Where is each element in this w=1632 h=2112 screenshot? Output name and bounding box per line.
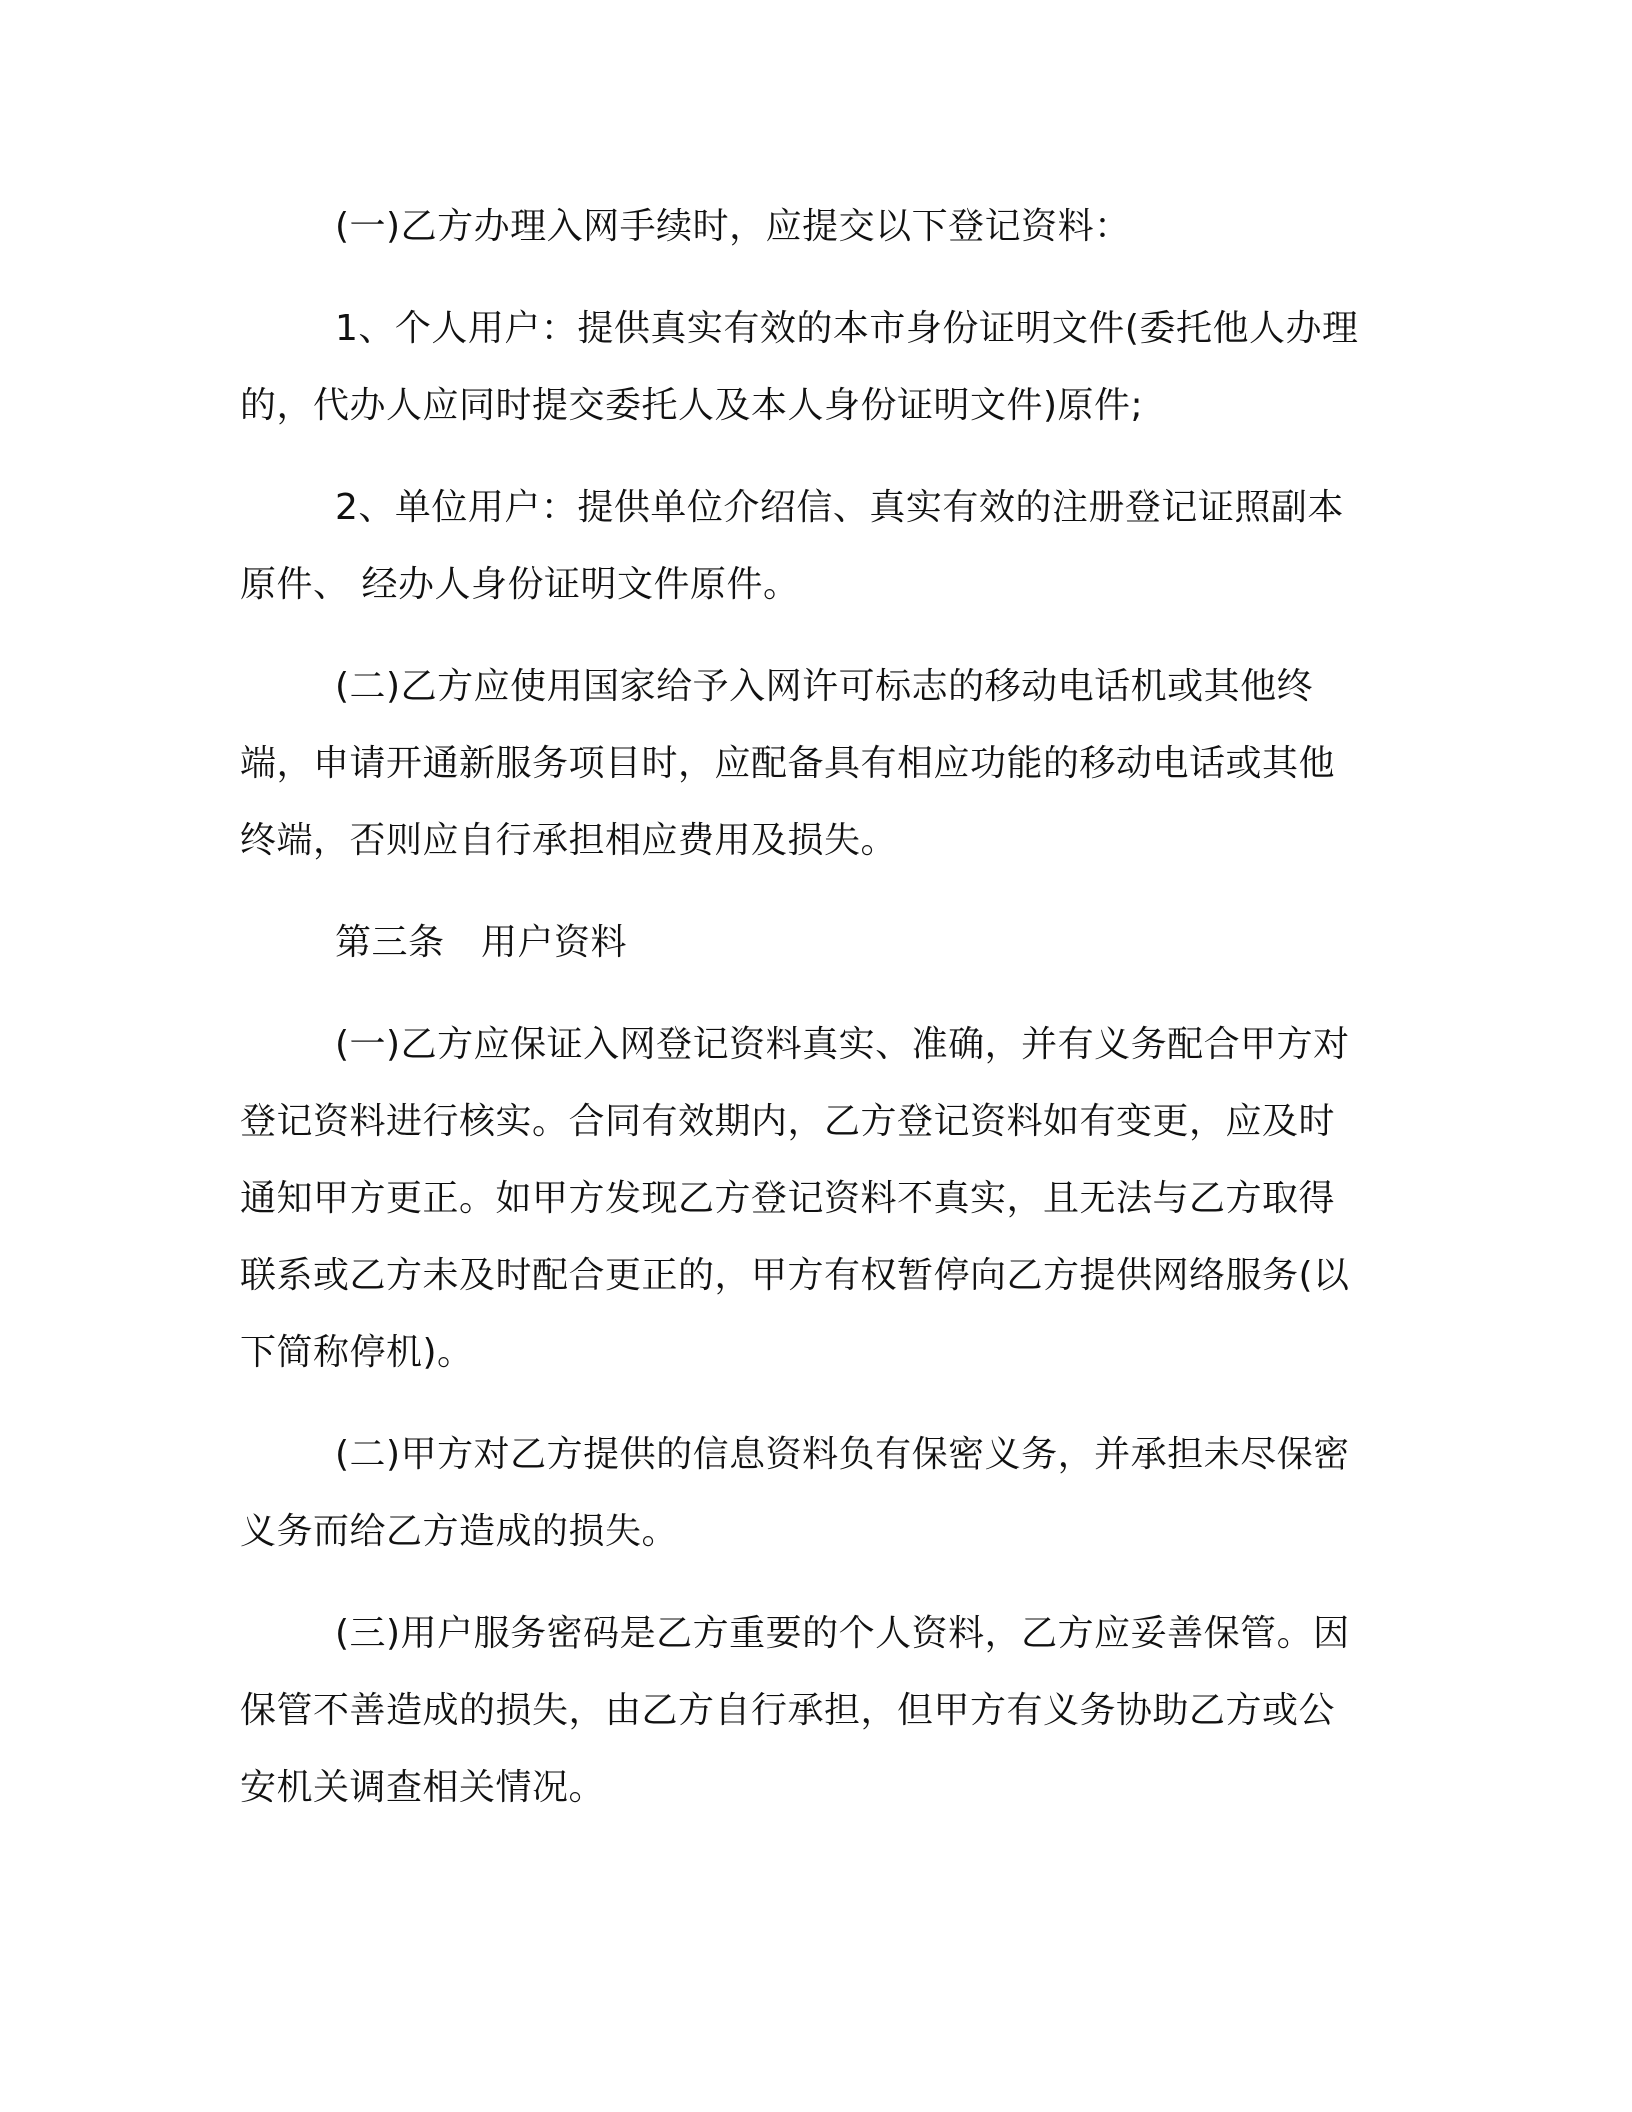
paragraph-organization-users: 2、单位用户：提供单位介绍信、真实有效的注册登记证照副本原件、 经办人身份证明文件原件。 <box>240 487 1344 605</box>
article-three-heading: 第三条 用户资料 <box>335 922 628 963</box>
paragraph-registration-materials: (一)乙方办理入网手续时，应提交以下登记资料： <box>335 206 1131 247</box>
paragraph-service-password: (三)用户服务密码是乙方重要的个人资料，乙方应妥善保管。因保管不善造成的损失，由乙方自行承担，但甲方有义务协助乙方或公安机关调查相关情况。 <box>240 1613 1350 1808</box>
paragraph-terminal-requirements: (二)乙方应使用国家给予入网许可标志的移动电话机或其他终端，申请开通新服务项目时，应配备具有相应功能的移动电话或其他终端，否则应自行承担相应费用及损失。 <box>240 666 1336 861</box>
document-body <box>240 188 1370 1826</box>
paragraph-individual-users: 1、个人用户：提供真实有效的本市身份证明文件(委托他人办理的，代办人应同时提交委托人及本人身份证明文件)原件; <box>240 308 1359 426</box>
paragraph-data-accuracy: (一)乙方应保证入网登记资料真实、准确，并有义务配合甲方对登记资料进行核实。合同有效期内，乙方登记资料如有变更，应及时通知甲方更正。如甲方发现乙方登记资料不真实，且无法与乙方取得联系或乙方未及时配合更正的，甲方有权暂停向乙方提供网络服务(以下简称停机)。 <box>240 1024 1350 1373</box>
paragraph-confidentiality: (二)甲方对乙方提供的信息资料负有保密义务，并承担未尽保密义务而给乙方造成的损失。 <box>240 1434 1350 1552</box>
